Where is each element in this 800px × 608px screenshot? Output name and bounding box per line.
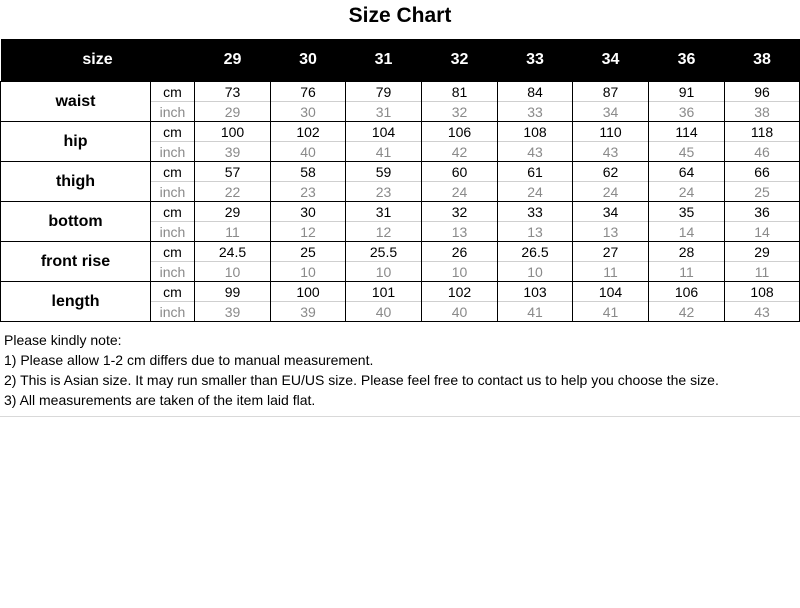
note-item: 2) This is Asian size. It may run smaller than EU/US size. Please feel free to contact us to help you choose the size. xyxy=(4,372,719,388)
cell-inch: 24 xyxy=(422,182,498,202)
cell-cm: 73 xyxy=(195,82,271,102)
cell-inch: 46 xyxy=(725,142,800,162)
cell-cm: 57 xyxy=(195,162,271,182)
table-row xyxy=(1,122,800,142)
cell-cm: 76 xyxy=(271,82,346,102)
size-column-header: 38 xyxy=(725,39,800,82)
notes-section xyxy=(4,330,794,410)
cell-cm: 100 xyxy=(195,122,271,142)
cell-cm: 110 xyxy=(573,122,649,142)
cell-cm: 32 xyxy=(422,202,498,222)
cell-inch: 43 xyxy=(725,302,800,322)
cell-inch: 41 xyxy=(573,302,649,322)
cell-cm: 31 xyxy=(346,202,422,222)
unit-inch: inch xyxy=(151,262,195,282)
cell-inch: 36 xyxy=(649,102,725,122)
table-row xyxy=(1,202,800,222)
cell-inch: 11 xyxy=(649,262,725,282)
cell-cm: 106 xyxy=(422,122,498,142)
measurement-label: length xyxy=(1,282,151,322)
cell-cm: 99 xyxy=(195,282,271,302)
table-row xyxy=(1,282,800,302)
size-column-header: 32 xyxy=(422,39,498,82)
cell-inch: 32 xyxy=(422,102,498,122)
cell-inch: 23 xyxy=(346,182,422,202)
size-column-header: 33 xyxy=(498,39,573,82)
cell-cm: 102 xyxy=(422,282,498,302)
cell-inch: 24 xyxy=(573,182,649,202)
unit-cm: cm xyxy=(151,282,195,302)
unit-inch: inch xyxy=(151,142,195,162)
cell-inch: 38 xyxy=(725,102,800,122)
cell-inch: 40 xyxy=(271,142,346,162)
cell-inch: 13 xyxy=(422,222,498,242)
cell-inch: 42 xyxy=(649,302,725,322)
cell-inch: 11 xyxy=(573,262,649,282)
cell-cm: 106 xyxy=(649,282,725,302)
unit-cm: cm xyxy=(151,162,195,182)
cell-inch: 43 xyxy=(573,142,649,162)
cell-cm: 108 xyxy=(725,282,800,302)
cell-inch: 22 xyxy=(195,182,271,202)
unit-cm: cm xyxy=(151,122,195,142)
cell-cm: 30 xyxy=(271,202,346,222)
cell-inch: 31 xyxy=(346,102,422,122)
size-column-header: 31 xyxy=(346,39,422,82)
unit-inch: inch xyxy=(151,302,195,322)
cell-cm: 66 xyxy=(725,162,800,182)
cell-inch: 14 xyxy=(725,222,800,242)
measurement-label: front rise xyxy=(1,242,151,282)
cell-cm: 104 xyxy=(573,282,649,302)
cell-cm: 29 xyxy=(195,202,271,222)
cell-cm: 104 xyxy=(346,122,422,142)
unit-cm: cm xyxy=(151,82,195,102)
cell-cm: 60 xyxy=(422,162,498,182)
note-item: 1) Please allow 1-2 cm differs due to manual measurement. xyxy=(4,352,374,368)
cell-cm: 25.5 xyxy=(346,242,422,262)
cell-inch: 39 xyxy=(271,302,346,322)
cell-cm: 79 xyxy=(346,82,422,102)
cell-cm: 61 xyxy=(498,162,573,182)
cell-inch: 39 xyxy=(195,142,271,162)
cell-inch: 11 xyxy=(725,262,800,282)
cell-inch: 30 xyxy=(271,102,346,122)
measurement-label: thigh xyxy=(1,162,151,202)
measurement-label: waist xyxy=(1,82,151,122)
cell-cm: 101 xyxy=(346,282,422,302)
cell-cm: 91 xyxy=(649,82,725,102)
note-item: 3) All measurements are taken of the item laid flat. xyxy=(4,392,316,408)
cell-inch: 40 xyxy=(346,302,422,322)
cell-inch: 43 xyxy=(498,142,573,162)
cell-inch: 10 xyxy=(498,262,573,282)
page-title: Size Chart xyxy=(348,4,452,27)
cell-cm: 36 xyxy=(725,202,800,222)
cell-cm: 87 xyxy=(573,82,649,102)
measurement-label: bottom xyxy=(1,202,151,242)
measurement-label: hip xyxy=(1,122,151,162)
cell-inch: 42 xyxy=(422,142,498,162)
cell-inch: 13 xyxy=(498,222,573,242)
cell-inch: 25 xyxy=(725,182,800,202)
cell-cm: 103 xyxy=(498,282,573,302)
size-chart-table xyxy=(0,39,800,322)
cell-cm: 59 xyxy=(346,162,422,182)
cell-cm: 114 xyxy=(649,122,725,142)
cell-cm: 25 xyxy=(271,242,346,262)
cell-inch: 10 xyxy=(422,262,498,282)
cell-cm: 27 xyxy=(573,242,649,262)
cell-cm: 34 xyxy=(573,202,649,222)
cell-cm: 118 xyxy=(725,122,800,142)
cell-inch: 10 xyxy=(346,262,422,282)
cell-cm: 102 xyxy=(271,122,346,142)
divider xyxy=(0,416,800,417)
cell-inch: 24 xyxy=(498,182,573,202)
notes-heading: Please kindly note: xyxy=(4,332,122,348)
cell-cm: 58 xyxy=(271,162,346,182)
cell-inch: 10 xyxy=(195,262,271,282)
cell-cm: 29 xyxy=(725,242,800,262)
table-row xyxy=(1,162,800,182)
unit-cm: cm xyxy=(151,202,195,222)
cell-cm: 35 xyxy=(649,202,725,222)
unit-inch: inch xyxy=(151,182,195,202)
cell-cm: 64 xyxy=(649,162,725,182)
cell-inch: 33 xyxy=(498,102,573,122)
table-row xyxy=(1,242,800,262)
cell-inch: 45 xyxy=(649,142,725,162)
cell-cm: 33 xyxy=(498,202,573,222)
unit-inch: inch xyxy=(151,222,195,242)
unit-inch: inch xyxy=(151,102,195,122)
cell-inch: 34 xyxy=(573,102,649,122)
table-row xyxy=(1,82,800,102)
size-column-header: 36 xyxy=(649,39,725,82)
cell-inch: 10 xyxy=(271,262,346,282)
header-row xyxy=(1,39,800,82)
cell-inch: 24 xyxy=(649,182,725,202)
cell-cm: 100 xyxy=(271,282,346,302)
cell-cm: 26 xyxy=(422,242,498,262)
cell-cm: 62 xyxy=(573,162,649,182)
cell-inch: 23 xyxy=(271,182,346,202)
cell-inch: 41 xyxy=(498,302,573,322)
cell-inch: 29 xyxy=(195,102,271,122)
cell-inch: 12 xyxy=(271,222,346,242)
cell-cm: 84 xyxy=(498,82,573,102)
cell-cm: 108 xyxy=(498,122,573,142)
cell-cm: 26.5 xyxy=(498,242,573,262)
cell-cm: 24.5 xyxy=(195,242,271,262)
size-column-header: 29 xyxy=(195,39,271,82)
cell-inch: 13 xyxy=(573,222,649,242)
unit-cm: cm xyxy=(151,242,195,262)
cell-inch: 12 xyxy=(346,222,422,242)
cell-inch: 41 xyxy=(346,142,422,162)
cell-cm: 96 xyxy=(725,82,800,102)
size-header: size xyxy=(1,39,195,82)
cell-cm: 81 xyxy=(422,82,498,102)
cell-inch: 39 xyxy=(195,302,271,322)
size-column-header: 30 xyxy=(271,39,346,82)
cell-cm: 28 xyxy=(649,242,725,262)
cell-inch: 40 xyxy=(422,302,498,322)
cell-inch: 11 xyxy=(195,222,271,242)
size-column-header: 34 xyxy=(573,39,649,82)
cell-inch: 14 xyxy=(649,222,725,242)
